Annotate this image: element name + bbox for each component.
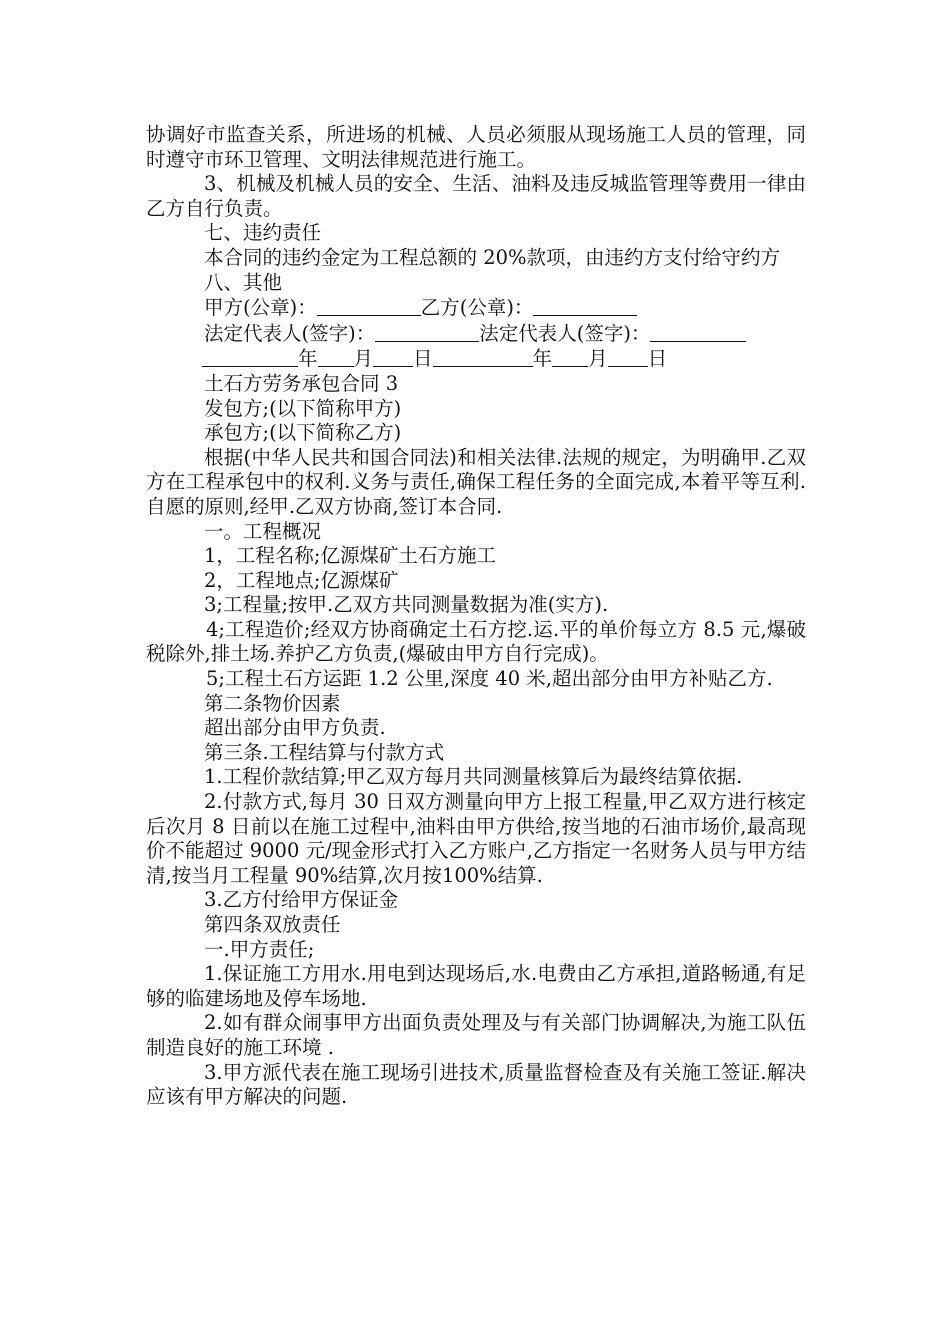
paragraph: 3.乙方付给甲方保证金	[204, 888, 399, 912]
paragraph: 2.付款方式,每月 30 日双方测量向甲方上报工程量,甲乙双方进行核定后次月 8 日前以在施工过程中,油料由甲方供给,按当地的石油市场价,最高现价不能超过 9000 元/现金形式打入乙方账户,乙方指定一名财务人员与甲方结清,按当月工程量 90%结算,次月按100%结算.	[146, 790, 806, 887]
month-label: 月	[353, 347, 374, 371]
paragraph: 1.工程价款结算;甲乙双方每月共同测量核算后为最终结算依据.	[204, 765, 743, 789]
legal-rep-b-label: 法定代表人(签字)：	[479, 321, 651, 345]
legal-rep-line	[146, 321, 806, 347]
section-heading: 八、其他	[204, 270, 283, 294]
paragraph: 5;工程土石方运距 1.2 公里,深度 40 米,超出部分由甲方补贴乙方.	[206, 667, 773, 691]
date-blank	[318, 346, 354, 367]
legal-rep-a-blank	[375, 321, 479, 342]
paragraph: 4;工程造价;经双方协商确定土石方挖.运.平的单价每立方 8.5 元,爆破税除外,排土场.养护乙方负责,(爆破由甲方自行完成)。	[146, 617, 806, 666]
paragraph: 协调好市监查关系，所进场的机械、人员必须服从现场施工人员的管理，同时遵守市环卫管理、文明法律规范进行施工。	[146, 123, 806, 171]
date-blank	[552, 346, 588, 367]
party-a-seal-label: 甲方(公章)：	[204, 296, 317, 320]
date-blank	[608, 346, 648, 367]
section-heading: 一.甲方责任;	[204, 937, 315, 961]
party-a-seal-blank	[317, 295, 421, 316]
month-label: 月	[588, 347, 608, 371]
paragraph: 超出部分由甲方负责.	[204, 716, 386, 740]
paragraph: 3、机械及机械人员的安全、生活、油料及违反城监管理等费用一律由乙方自行负责。	[146, 172, 806, 220]
paragraph: 承包方;(以下简称乙方)	[204, 421, 402, 445]
day-label: 日	[413, 347, 433, 371]
document-page	[146, 123, 806, 1110]
paragraph: 发包方;(以下简称甲方)	[204, 396, 402, 420]
party-b-seal-label: 乙方(公章)：	[420, 296, 534, 320]
paragraph: 3.甲方派代表在施工现场引进技术,质量监督检查及有关施工签证.解决应该有甲方解决的问题.	[146, 1060, 806, 1109]
paragraph: 3;工程量;按甲.乙双方共同测量数据为准(实方).	[204, 593, 609, 617]
party-b-seal-blank	[533, 295, 637, 316]
date-line	[146, 346, 806, 372]
paragraph: 根据(中华人民共和国合同法)和相关法律.法规的规定，为明确甲.乙双方在工程承包中的权利.义务与责任,确保工程任务的全面完成,本着平等互利.自愿的原则,经甲.乙双方协商,签订本合同.	[146, 445, 806, 518]
date-blank	[202, 346, 298, 367]
day-label: 日	[647, 347, 668, 371]
section-heading: 第二条物价因素	[204, 691, 341, 715]
paragraph: 1.保证施工方用水.用电到达现场后,水.电费由乙方承担,道路畅通,有足够的临建场地及停车场地.	[146, 962, 806, 1010]
year-label: 年	[532, 347, 553, 371]
date-blank	[433, 346, 533, 367]
section-heading: 第四条双放责任	[204, 913, 341, 936]
paragraph: 2，工程地点;亿源煤矿	[204, 568, 399, 592]
legal-rep-b-blank	[650, 321, 746, 342]
date-blank	[373, 346, 413, 367]
paragraph: 本合同的违约金定为工程总额的 20%款项，由违约方支付给守约方	[204, 245, 781, 269]
legal-rep-a-label: 法定代表人(签字)：	[204, 321, 376, 345]
seal-line	[146, 295, 806, 321]
section-heading: 第三条.工程结算与付款方式	[204, 740, 445, 764]
year-label: 年	[298, 347, 318, 371]
paragraph: 1，工程名称;亿源煤矿土石方施工	[204, 544, 496, 568]
paragraph: 2.如有群众闹事甲方出面负责处理及与有关部门协调解决,为施工队伍制造良好的施工环境 .	[146, 1011, 806, 1059]
section-heading: 一。工程概况	[204, 519, 322, 543]
section-heading: 七、违约责任	[204, 221, 322, 245]
contract-title: 土石方劳务承包合同 3	[204, 371, 399, 395]
